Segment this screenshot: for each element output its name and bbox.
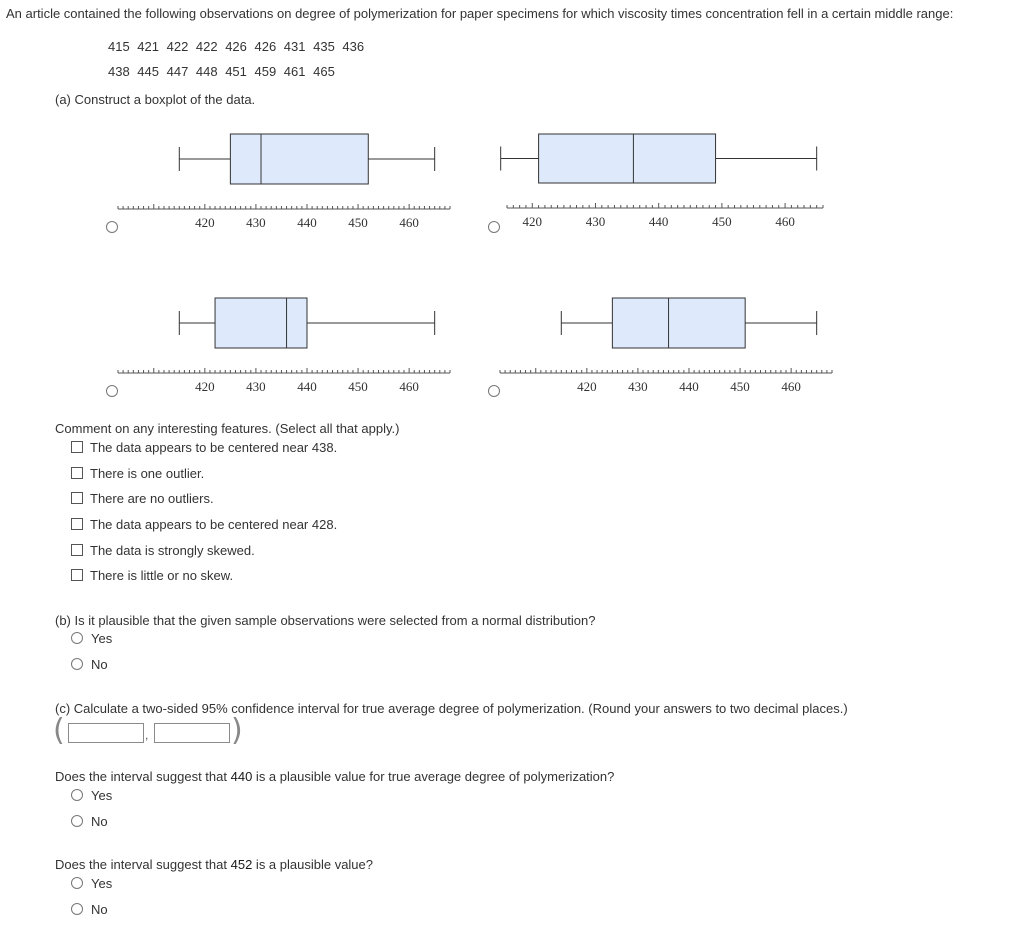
part-b-radio-no[interactable]: [71, 658, 83, 670]
ci-upper-input[interactable]: [154, 723, 230, 743]
feature-label-6: There is little or no skew.: [90, 568, 234, 583]
part-b-option-no[interactable]: [71, 657, 108, 672]
boxplot-option-2-radio[interactable]: [488, 221, 500, 233]
comment-prompt: Comment on any interesting features. (Select all that apply.): [55, 421, 400, 436]
iqr-box: [612, 298, 745, 348]
q1-label-no: No: [91, 814, 108, 829]
boxplot-option-3-radio[interactable]: [106, 385, 118, 397]
feature-label-3: There are no outliers.: [90, 491, 214, 506]
feature-checkbox-1[interactable]: [71, 441, 83, 453]
q2-text-pre: Does the interval suggest that: [55, 857, 231, 872]
tick-label: 440: [297, 379, 317, 394]
data-row-2: 438 445 447 448 451 459 461 465: [108, 64, 335, 79]
tick-label: 420: [522, 214, 543, 229]
feature-option-6[interactable]: [71, 568, 233, 583]
tick-label: 440: [648, 214, 669, 229]
q2-label-yes: Yes: [91, 876, 113, 891]
tick-label: 450: [730, 379, 750, 394]
tick-label: 450: [348, 379, 368, 394]
tick-label: 420: [195, 215, 215, 230]
iqr-box: [230, 134, 368, 184]
q1-text-pre: Does the interval suggest that: [55, 769, 231, 784]
tick-label: 420: [195, 379, 215, 394]
boxplot-option-4[interactable]: [482, 292, 852, 404]
feature-label-5: The data is strongly skewed.: [90, 543, 255, 558]
q2-value: 452: [230, 857, 253, 872]
q1-radio-no[interactable]: [71, 815, 83, 827]
tick-label: 420: [577, 379, 597, 394]
feature-option-2[interactable]: [71, 466, 204, 481]
tick-label: 430: [585, 214, 606, 229]
tick-label: 440: [679, 379, 699, 394]
q1-label-yes: Yes: [91, 788, 113, 803]
part-c-question-1: [55, 769, 614, 784]
boxplot-option-1[interactable]: [100, 128, 470, 240]
tick-label: 460: [781, 379, 801, 394]
boxplot-4-chart: [482, 292, 852, 404]
q2-radio-yes[interactable]: [71, 877, 83, 889]
tick-label: 460: [399, 379, 419, 394]
tick-label: 430: [246, 215, 266, 230]
q1-option-no[interactable]: [71, 814, 108, 829]
part-b-radio-yes[interactable]: [71, 632, 83, 644]
q2-text-post: is a plausible value?: [252, 857, 374, 872]
boxplot-option-1-radio[interactable]: [106, 221, 118, 233]
feature-label-4: The data appears to be centered near 428.: [90, 517, 338, 532]
tick-label: 450: [348, 215, 368, 230]
q2-label-no: No: [91, 902, 108, 917]
part-c-question-2: [55, 857, 373, 872]
tick-label: 440: [297, 215, 317, 230]
feature-checkbox-4[interactable]: [71, 518, 83, 530]
q2-radio-no[interactable]: [71, 903, 83, 915]
part-b-prompt: (b) Is it plausible that the given sample observations were selected from a normal distribution?: [55, 613, 596, 628]
boxplot-option-3[interactable]: [100, 292, 470, 404]
feature-checkbox-3[interactable]: [71, 492, 83, 504]
q1-radio-yes[interactable]: [71, 789, 83, 801]
feature-label-2: There is one outlier.: [90, 466, 205, 481]
iqr-box: [215, 298, 307, 348]
tick-label: 430: [246, 379, 266, 394]
boxplot-2-chart: [482, 128, 852, 240]
feature-checkbox-2[interactable]: [71, 467, 83, 479]
feature-option-5[interactable]: [71, 543, 255, 558]
ci-open-paren: (: [53, 713, 65, 748]
tick-label: 450: [712, 214, 732, 229]
data-row-1: 415 421 422 422 426 426 431 435 436: [108, 39, 365, 54]
ci-comma: ,: [145, 728, 149, 742]
q1-text-post: is a plausible value for true average degree of polymerization?: [252, 769, 615, 784]
part-b-label-no: No: [91, 657, 108, 672]
part-b-label-yes: Yes: [91, 631, 113, 646]
ci-close-paren: ): [231, 713, 243, 748]
part-b-option-yes[interactable]: [71, 631, 112, 646]
tick-label: 460: [399, 215, 419, 230]
ci-lower-input[interactable]: [68, 723, 144, 743]
tick-label: 430: [628, 379, 648, 394]
part-a-prompt: (a) Construct a boxplot of the data.: [55, 92, 256, 107]
boxplot-3-chart: [100, 292, 470, 404]
part-c-prompt: (c) Calculate a two-sided 95% confidence interval for true average degree of polymerization. (Round your answers to two decimal places.): [55, 701, 848, 716]
feature-label-1: The data appears to be centered near 438.: [90, 440, 338, 455]
q1-option-yes[interactable]: [71, 788, 112, 803]
boxplot-option-4-radio[interactable]: [488, 385, 500, 397]
feature-option-3[interactable]: [71, 491, 214, 506]
boxplot-option-2[interactable]: [482, 128, 852, 240]
tick-label: 460: [775, 214, 795, 229]
iqr-box: [539, 134, 716, 183]
boxplot-1-chart: [100, 128, 470, 240]
feature-checkbox-6[interactable]: [71, 569, 83, 581]
feature-checkbox-5[interactable]: [71, 544, 83, 556]
q2-option-yes[interactable]: [71, 876, 112, 891]
feature-option-1[interactable]: [71, 440, 337, 455]
q1-value: 440: [230, 769, 253, 784]
problem-intro: An article contained the following observations on degree of polymerization for paper specimens for which viscosity times concentration fell in a certain middle range:: [6, 6, 954, 21]
q2-option-no[interactable]: [71, 902, 108, 917]
feature-option-4[interactable]: [71, 517, 337, 532]
